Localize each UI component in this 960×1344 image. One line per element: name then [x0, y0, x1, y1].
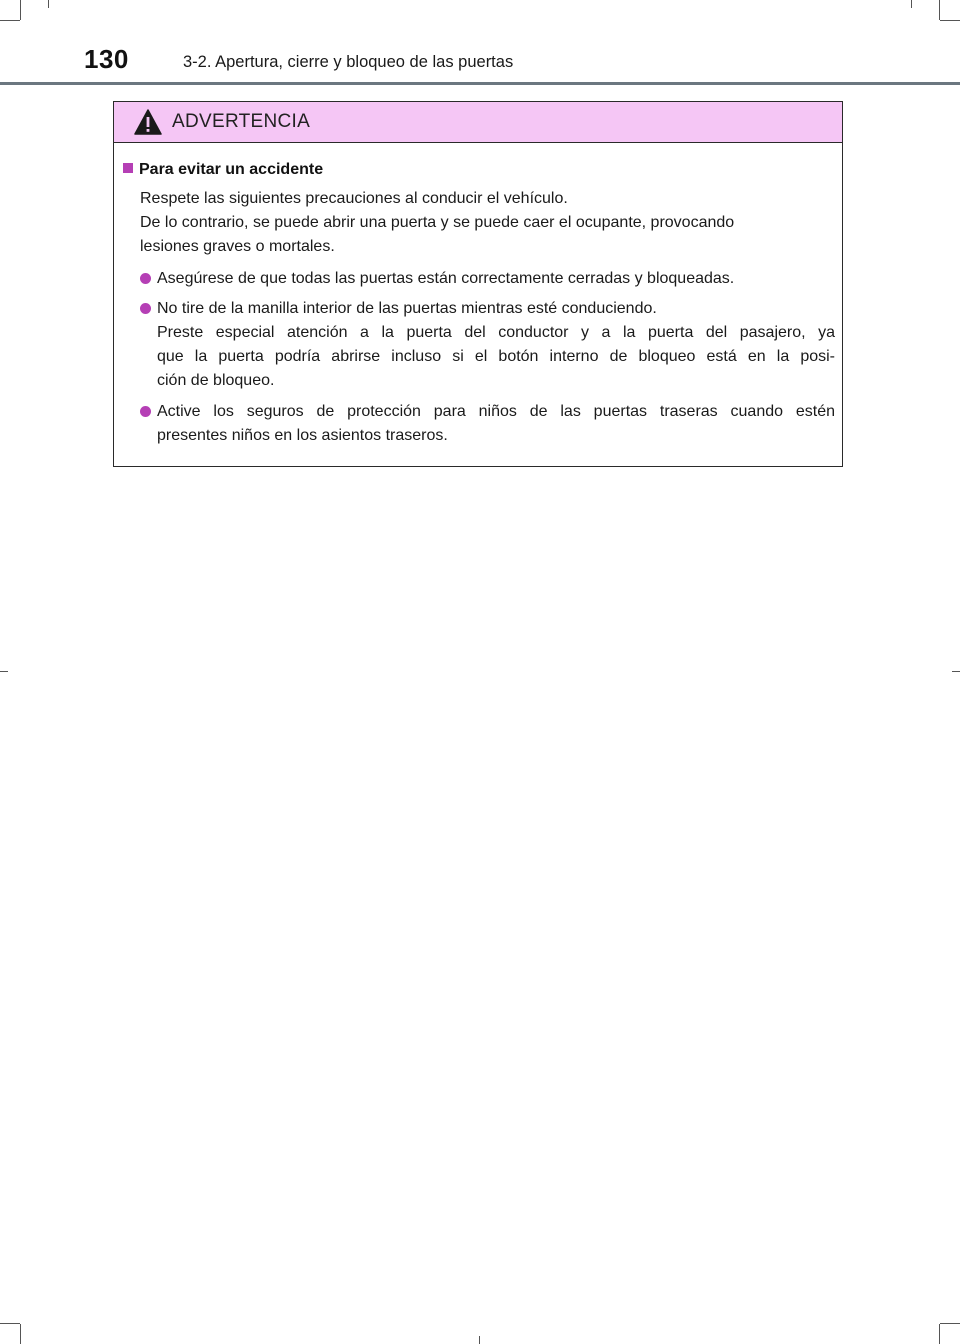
bullet-line: Preste especial atención a la puerta del conductor y a la puerta del pasajero, ya: [157, 324, 835, 341]
page-number: 130: [84, 44, 129, 74]
round-bullet-icon: [140, 406, 151, 417]
warning-title: ADVERTENCIA: [172, 111, 311, 132]
list-item: [140, 400, 835, 448]
section-title: 3-2. Apertura, cierre y bloqueo de las puertas: [183, 53, 514, 71]
crop-mark: [939, 0, 940, 20]
round-bullet-icon: [140, 303, 151, 314]
warning-triangle-icon: [134, 109, 162, 135]
warning-header: [114, 102, 842, 143]
warning-subheading: [123, 161, 323, 179]
bullet-line: que la puerta podría abrirse incluso si el botón interno de bloqueo está en la posi-: [157, 348, 835, 365]
subheading-text: Para evitar un accidente: [139, 161, 324, 178]
intro-paragraph: [140, 187, 830, 259]
square-bullet-icon: [123, 163, 133, 173]
warning-box: [113, 101, 843, 467]
bullet-line: presentes niños en los asientos traseros.: [157, 427, 448, 444]
header-divider: [0, 82, 960, 85]
crop-mark: [940, 20, 960, 21]
intro-line: De lo contrario, se puede abrir una puerta y se puede caer el ocupante, provocando: [140, 214, 735, 231]
intro-line: lesiones graves o mortales.: [140, 238, 335, 255]
crop-mark: [0, 1323, 20, 1324]
crop-mark: [952, 671, 960, 672]
page-header: [0, 40, 960, 86]
crop-mark: [0, 671, 8, 672]
crop-mark: [20, 1324, 21, 1344]
crop-mark: [911, 0, 912, 8]
intro-line: Respete las siguientes precauciones al conducir el vehículo.: [140, 190, 568, 207]
bullet-line: ción de bloqueo.: [157, 372, 275, 389]
bullet-line: No tire de la manilla interior de las puertas mientras esté conduciendo.: [157, 300, 657, 317]
crop-mark: [479, 1336, 480, 1344]
crop-mark: [0, 20, 20, 21]
bullet-line: Asegúrese de que todas las puertas están correctamente cerradas y bloqueadas.: [157, 270, 735, 287]
crop-mark: [940, 1323, 960, 1324]
crop-mark: [939, 1324, 940, 1344]
list-item: [140, 267, 835, 291]
list-item: [140, 297, 835, 393]
crop-mark: [48, 0, 49, 8]
round-bullet-icon: [140, 273, 151, 284]
crop-mark: [20, 0, 21, 20]
bullet-line: Active los seguros de protección para niños de las puertas traseras cuando estén: [157, 403, 835, 420]
